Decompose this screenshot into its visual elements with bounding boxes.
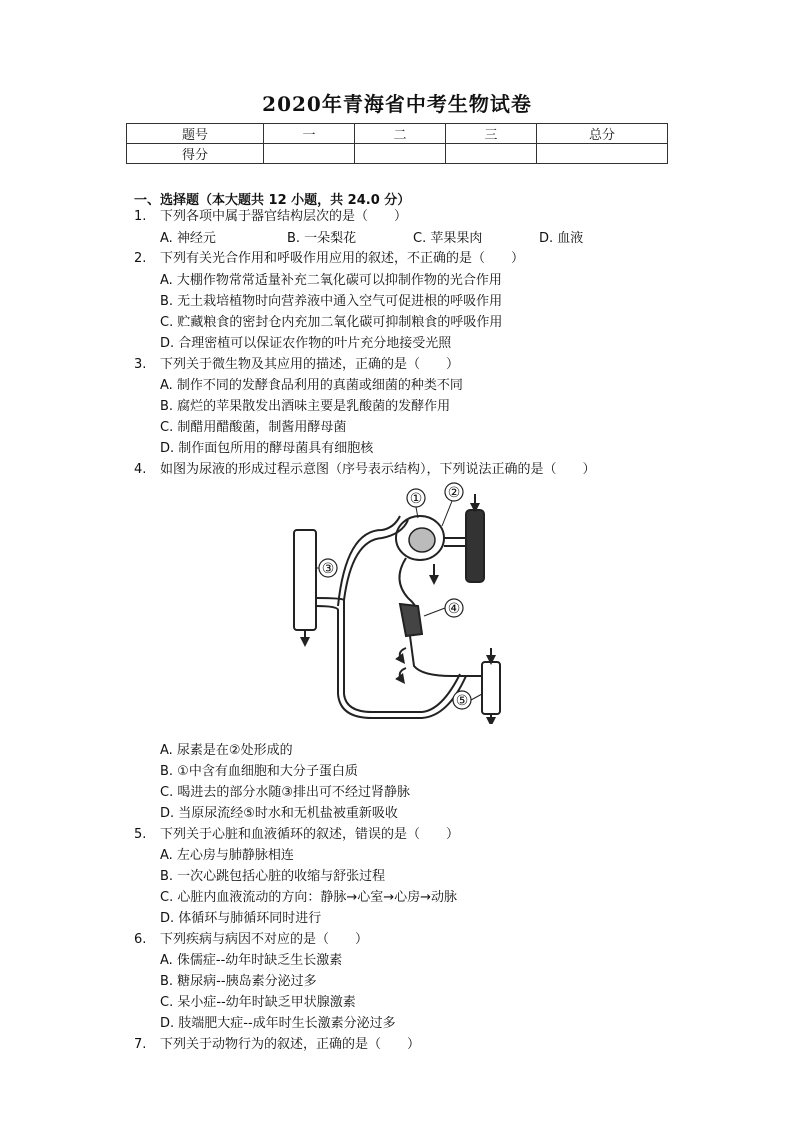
- score-header-cell: 三: [446, 124, 537, 144]
- reabsorption-arrow: [400, 668, 406, 680]
- option-b: B. 无土栽培植物时向营养液中通入空气可促进根的呼吸作用: [160, 294, 503, 309]
- loop-tubule-outer: [316, 606, 466, 718]
- score-cell: [355, 144, 446, 164]
- option-a: A. 神经元: [160, 231, 216, 246]
- question-number: 7.: [134, 1037, 147, 1052]
- blood-vessel-5: [482, 662, 500, 714]
- option-d: D. 当原尿流经⑤时水和无机盐被重新吸收: [160, 806, 398, 821]
- score-header-cell: 题号: [127, 124, 264, 144]
- option-d: D. 制作面包所用的酵母菌具有细胞核: [160, 441, 374, 456]
- option-b: B. 腐烂的苹果散发出酒味主要是乳酸菌的发酵作用: [160, 399, 451, 414]
- score-row-label: 得分: [127, 144, 264, 164]
- question-text: 下列疾病与病因不对应的是（ ）: [160, 932, 369, 947]
- label-1: ①: [409, 491, 423, 507]
- option-c: C. 贮藏粮食的密封仓内充加二氧化碳可抑制粮食的呼吸作用: [160, 315, 503, 330]
- option-d: D. 体循环与肺循环同时进行: [160, 911, 322, 926]
- option-b: B. ①中含有血细胞和大分子蛋白质: [160, 764, 358, 779]
- option-a: A. 制作不同的发酵食品利用的真菌或细菌的种类不同: [160, 378, 463, 393]
- score-table-score-row: [127, 144, 668, 164]
- score-cell: [264, 144, 355, 164]
- option-d: D. 血液: [539, 231, 584, 246]
- option-c: C. 苹果果肉: [413, 231, 483, 246]
- label-2: ②: [447, 485, 461, 501]
- label-3: ③: [321, 561, 335, 577]
- collecting-connection: [410, 636, 482, 676]
- question-text: 下列各项中属于器官结构层次的是（ ）: [160, 209, 408, 224]
- blood-vessel: [466, 510, 484, 582]
- question-text: 下列关于微生物及其应用的描述，正确的是（ ）: [160, 357, 460, 372]
- option-c: C. 呆小症--幼年时缺乏甲状腺激素: [160, 995, 356, 1010]
- question-number: 4.: [134, 462, 147, 477]
- question-text: 下列关于动物行为的叙述，正确的是（ ）: [160, 1037, 421, 1052]
- section-heading: 一、选择题（本大题共 12 小题，共 24.0 分）: [134, 193, 411, 208]
- question-number: 2.: [134, 251, 147, 266]
- option-b: B. 一次心跳包括心脏的收缩与舒张过程: [160, 869, 386, 884]
- question-text: 下列关于心脏和血液循环的叙述，错误的是（ ）: [160, 827, 460, 842]
- option-c: C. 喝进去的部分水随③排出可不经过肾静脉: [160, 785, 410, 800]
- option-c: C. 制醋用醋酸菌，制酱用酵母菌: [160, 420, 347, 435]
- question-text: 下列有关光合作用和呼吸作用应用的叙述，不正确的是（ ）: [160, 251, 525, 266]
- option-a: A. 侏儒症--幼年时缺乏生长激素: [160, 953, 343, 968]
- score-header-cell: 二: [355, 124, 446, 144]
- score-table-header-row: [127, 124, 668, 144]
- question-number: 6.: [134, 932, 147, 947]
- option-d: D. 肢端肥大症--成年时生长激素分泌过多: [160, 1016, 396, 1031]
- score-cell: [537, 144, 668, 164]
- option-b: B. 糖尿病--胰岛素分泌过多: [160, 974, 317, 989]
- option-a: A. 大棚作物常常适量补充二氧化碳可以抑制作物的光合作用: [160, 273, 502, 288]
- question-number: 5.: [134, 827, 147, 842]
- question-number: 1.: [134, 209, 147, 224]
- option-d: D. 合理密植可以保证农作物的叶片充分地接受光照: [160, 336, 452, 351]
- question-number: 3.: [134, 357, 147, 372]
- score-table: [126, 123, 668, 164]
- option-b: B. 一朵梨花: [287, 231, 357, 246]
- urine-formation-diagram: [282, 480, 514, 724]
- score-cell: [446, 144, 537, 164]
- label-4: ④: [447, 601, 461, 617]
- reabsorption-arrow: [400, 648, 406, 660]
- tubule-segment-4: [400, 604, 422, 636]
- option-a: A. 左心房与肺静脉相连: [160, 848, 294, 863]
- score-header-cell: 总分: [537, 124, 668, 144]
- convoluted-tubule-outer: [338, 516, 400, 606]
- question-text: 如图为尿液的形成过程示意图（序号表示结构），下列说法正确的是（ ）: [160, 462, 596, 477]
- page-title: 2020年青海省中考生物试卷: [262, 92, 532, 116]
- option-c: C. 心脏内血液流动的方向：静脉→心室→心房→动脉: [160, 890, 458, 905]
- option-a: A. 尿素是在②处形成的: [160, 743, 293, 758]
- collecting-duct-3: [294, 530, 316, 630]
- glomerulus-2: [409, 528, 435, 552]
- label-5: ⑤: [455, 693, 469, 709]
- convoluted-tubule: [344, 520, 408, 600]
- score-header-cell: 一: [264, 124, 355, 144]
